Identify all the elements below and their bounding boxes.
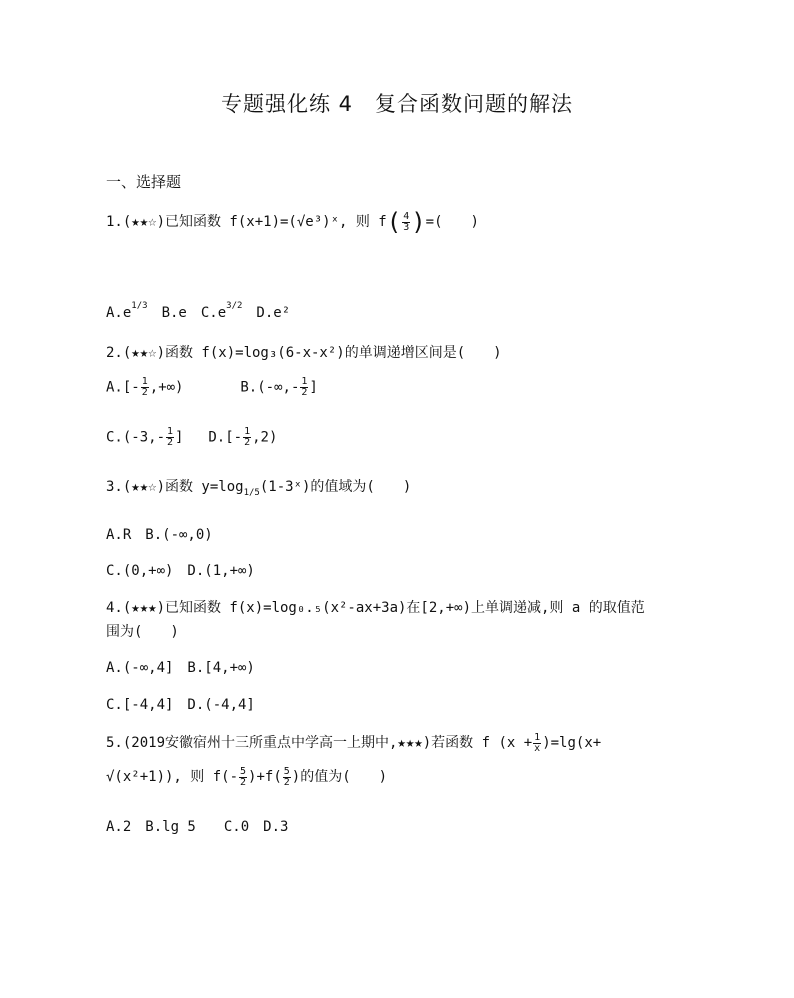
question-3-options-row2: C.(0,+∞) D.(1,+∞) (106, 563, 255, 579)
question-3-options-row1: A.R B.(-∞,0) (106, 527, 213, 543)
question-1-stem: 1.(★★☆)已知函数 f(x+1)=(√e³)ˣ, 则 f( $\frac{4}{3}$ )=( ) (106, 208, 479, 236)
question-5-options: A.2 B.lg 5 C.0 D.3 (106, 819, 289, 835)
question-4-stem-line1: 4.(★★★)已知函数 f(x)=log₀.₅(x²-ax+3a)在[2,+∞)上单调递减,则 a 的取值范 (106, 600, 645, 616)
page-title: 专题强化练 4 复合函数问题的解法 (220, 92, 574, 116)
question-4-options-row2: C.[-4,4] D.(-4,4] (106, 697, 255, 713)
question-5-stem-line1: 5.(2019安徽宿州十三所重点中学高一上期中,★★★)若函数 f (x + $\frac{1}{x}$ )=lg(x+ (106, 731, 602, 754)
question-3-stem: 3.(★★☆)函数 $y=\log_{1/5}(1-3ˣ)$的值域为( ) (106, 479, 412, 498)
section-heading: 一、选择题 (106, 173, 182, 191)
question-4-stem-line2: 围为( ) (106, 624, 179, 640)
question-2-options-row1: A.[- $\frac{1}{2}$ ,+∞) B.(-∞,- $\frac{1}{2}$ ] (106, 376, 318, 398)
question-5-stem-line2: √(x²+1)), 则 f(- $\frac{5}{2}$ )+f( $\frac{5}{2}$ )的值为( ) (106, 765, 388, 788)
question-1-options: $A.e^{1/3}$ B.e $C.e^{3/2}$ D.e² (106, 301, 291, 321)
question-2-options-row2: C.(-3,- $\frac{1}{2}$ ] D.[- $\frac{1}{2}$ ,2) (106, 426, 278, 448)
question-4-options-row1: A.(-∞,4] B.[4,+∞) (106, 660, 255, 676)
question-2-stem: 2.(★★☆)函数 f(x)=log₃(6-x-x²)的单调递增区间是( ) (106, 345, 502, 361)
